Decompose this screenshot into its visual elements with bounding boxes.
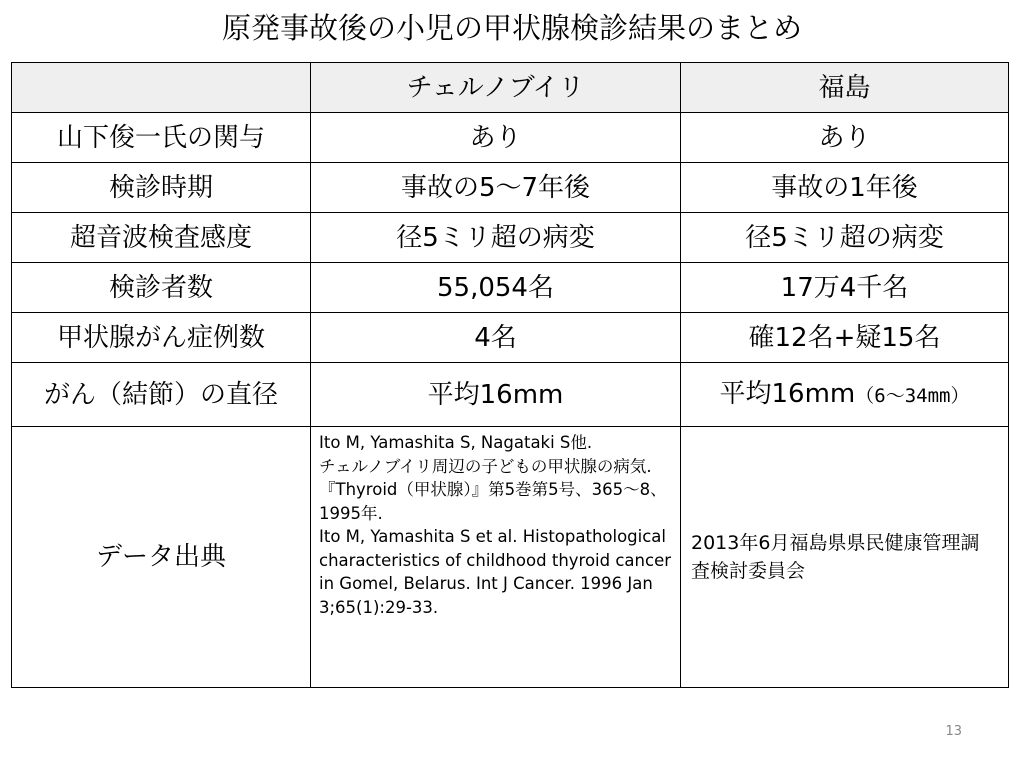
table-header-row: [12, 63, 1009, 113]
header-fukushima: 福島: [681, 63, 1009, 113]
row-label: がん（結節）の直径: [12, 363, 311, 427]
fukushima-value: 径5ミリ超の病変: [681, 213, 1009, 263]
row-label: 検診時期: [12, 163, 311, 213]
comparison-table: [11, 62, 1009, 688]
chernobyl-references: [311, 427, 681, 688]
data-source-row: [12, 427, 1009, 688]
header-chernobyl: チェルノブイリ: [311, 63, 681, 113]
table-row: [12, 113, 1009, 163]
row-label: 検診者数: [12, 263, 311, 313]
fukushima-value: 17万4千名: [681, 263, 1009, 313]
page-number: 13: [945, 724, 962, 739]
row-label: 超音波検査感度: [12, 213, 311, 263]
slide-title: 原発事故後の小児の甲状腺検診結果のまとめ: [221, 11, 802, 45]
table-row: [12, 163, 1009, 213]
reference-line: Ito M, Yamashita S, Nagataki S他.: [319, 433, 593, 452]
chernobyl-value: 平均16mm: [311, 363, 681, 427]
chernobyl-value: 事故の5～7年後: [311, 163, 681, 213]
chernobyl-value: 4名: [311, 313, 681, 363]
row-label: 甲状腺がん症例数: [12, 313, 311, 363]
fukushima-range-note: （6～34mm）: [855, 384, 970, 407]
fukushima-value: 事故の1年後: [681, 163, 1009, 213]
fukushima-value-cell: [681, 363, 1009, 427]
row-label: 山下俊一氏の関与: [12, 113, 311, 163]
fukushima-value: 確12名+疑15名: [681, 313, 1009, 363]
chernobyl-value: あり: [311, 113, 681, 163]
table-row: [12, 363, 1009, 427]
fukushima-reference: 2013年6月福島県県民健康管理調査検討委員会: [681, 427, 1009, 688]
chernobyl-value: 55,054名: [311, 263, 681, 313]
fukushima-value: あり: [681, 113, 1009, 163]
header-corner-cell: [12, 63, 311, 113]
reference-line: Ito M, Yamashita S et al. Histopathological characteristics of childhood thyroid cancer in Gomel, Belarus. Int J Cancer. 1996 Jan 3;65(1):29-33.: [319, 527, 672, 617]
fukushima-value: 平均16mm: [719, 378, 856, 409]
chernobyl-value: 径5ミリ超の病変: [311, 213, 681, 263]
table-row: [12, 213, 1009, 263]
row-label: データ出典: [12, 427, 311, 688]
table-row: [12, 313, 1009, 363]
table-row: [12, 263, 1009, 313]
reference-line: チェルノブイリ周辺の子どもの甲状腺の病気.『Thyroid（甲状腺）』第5巻第5号、365～8、1995年.: [319, 456, 667, 523]
